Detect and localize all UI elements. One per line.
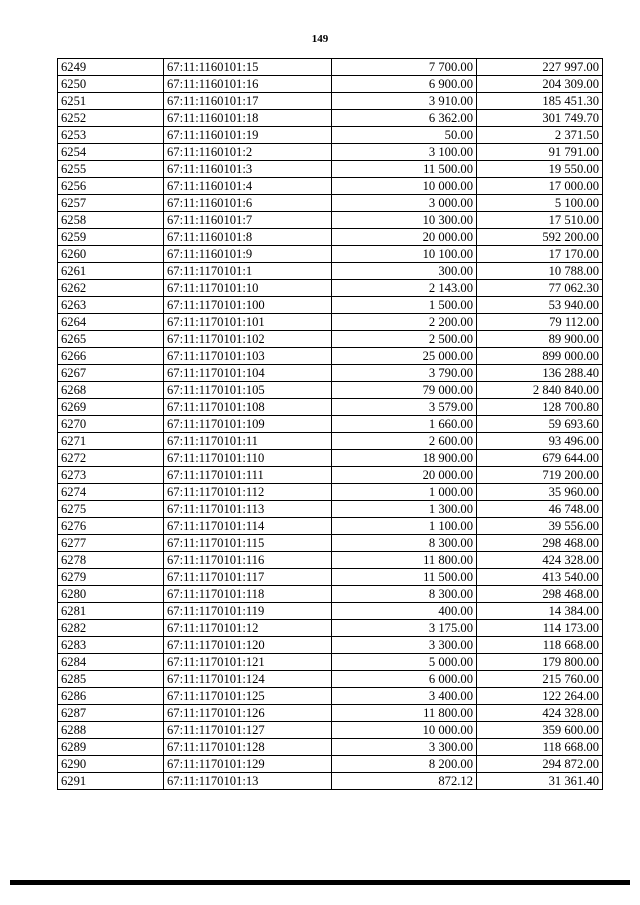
table-row [58, 569, 603, 586]
table-row [58, 552, 603, 569]
row-number-cell: 6264 [58, 314, 164, 331]
row-number-cell: 6280 [58, 586, 164, 603]
table-row [58, 501, 603, 518]
area-cell: 20 000.00 [332, 229, 477, 246]
area-cell: 2 143.00 [332, 280, 477, 297]
table-row [58, 348, 603, 365]
area-cell: 2 200.00 [332, 314, 477, 331]
cadastral-number-cell: 67:11:1170101:115 [164, 535, 332, 552]
value-cell: 424 328.00 [477, 552, 603, 569]
table-row [58, 297, 603, 314]
area-cell: 8 300.00 [332, 586, 477, 603]
cadastral-number-cell: 67:11:1170101:119 [164, 603, 332, 620]
table-row [58, 739, 603, 756]
table-row [58, 637, 603, 654]
table-row [58, 212, 603, 229]
area-cell: 25 000.00 [332, 348, 477, 365]
row-number-cell: 6269 [58, 399, 164, 416]
row-number-cell: 6282 [58, 620, 164, 637]
row-number-cell: 6252 [58, 110, 164, 127]
value-cell: 31 361.40 [477, 773, 603, 790]
row-number-cell: 6255 [58, 161, 164, 178]
cadastral-number-cell: 67:11:1170101:102 [164, 331, 332, 348]
cadastral-number-cell: 67:11:1170101:128 [164, 739, 332, 756]
area-cell: 2 500.00 [332, 331, 477, 348]
row-number-cell: 6274 [58, 484, 164, 501]
value-cell: 592 200.00 [477, 229, 603, 246]
row-number-cell: 6281 [58, 603, 164, 620]
table-row [58, 773, 603, 790]
area-cell: 872.12 [332, 773, 477, 790]
value-cell: 5 100.00 [477, 195, 603, 212]
cadastral-number-cell: 67:11:1160101:18 [164, 110, 332, 127]
value-cell: 17 000.00 [477, 178, 603, 195]
value-cell: 294 872.00 [477, 756, 603, 773]
value-cell: 122 264.00 [477, 688, 603, 705]
value-cell: 899 000.00 [477, 348, 603, 365]
cadastral-number-cell: 67:11:1160101:2 [164, 144, 332, 161]
area-cell: 6 900.00 [332, 76, 477, 93]
area-cell: 10 000.00 [332, 178, 477, 195]
cadastral-number-cell: 67:11:1170101:11 [164, 433, 332, 450]
area-cell: 3 300.00 [332, 637, 477, 654]
row-number-cell: 6284 [58, 654, 164, 671]
row-number-cell: 6263 [58, 297, 164, 314]
cadastral-number-cell: 67:11:1170101:118 [164, 586, 332, 603]
area-cell: 400.00 [332, 603, 477, 620]
area-cell: 3 910.00 [332, 93, 477, 110]
table-row [58, 161, 603, 178]
value-cell: 185 451.30 [477, 93, 603, 110]
table-row [58, 127, 603, 144]
table-row [58, 246, 603, 263]
area-cell: 1 100.00 [332, 518, 477, 535]
row-number-cell: 6275 [58, 501, 164, 518]
row-number-cell: 6256 [58, 178, 164, 195]
row-number-cell: 6250 [58, 76, 164, 93]
table-row [58, 331, 603, 348]
value-cell: 53 940.00 [477, 297, 603, 314]
row-number-cell: 6258 [58, 212, 164, 229]
table-row [58, 399, 603, 416]
table-row [58, 705, 603, 722]
value-cell: 719 200.00 [477, 467, 603, 484]
value-cell: 59 693.60 [477, 416, 603, 433]
table-row [58, 178, 603, 195]
area-cell: 300.00 [332, 263, 477, 280]
row-number-cell: 6276 [58, 518, 164, 535]
table-row [58, 59, 603, 76]
value-cell: 79 112.00 [477, 314, 603, 331]
table-row [58, 280, 603, 297]
row-number-cell: 6287 [58, 705, 164, 722]
row-number-cell: 6271 [58, 433, 164, 450]
table-row [58, 229, 603, 246]
area-cell: 1 500.00 [332, 297, 477, 314]
table-row [58, 671, 603, 688]
row-number-cell: 6260 [58, 246, 164, 263]
value-cell: 301 749.70 [477, 110, 603, 127]
area-cell: 1 000.00 [332, 484, 477, 501]
value-cell: 91 791.00 [477, 144, 603, 161]
value-cell: 10 788.00 [477, 263, 603, 280]
area-cell: 3 400.00 [332, 688, 477, 705]
area-cell: 1 660.00 [332, 416, 477, 433]
value-cell: 93 496.00 [477, 433, 603, 450]
value-cell: 298 468.00 [477, 535, 603, 552]
cadastral-number-cell: 67:11:1170101:125 [164, 688, 332, 705]
area-cell: 20 000.00 [332, 467, 477, 484]
cadastral-number-cell: 67:11:1170101:110 [164, 450, 332, 467]
area-cell: 8 200.00 [332, 756, 477, 773]
cadastral-number-cell: 67:11:1160101:7 [164, 212, 332, 229]
cadastral-number-cell: 67:11:1160101:16 [164, 76, 332, 93]
cadastral-number-cell: 67:11:1170101:124 [164, 671, 332, 688]
cadastral-number-cell: 67:11:1170101:12 [164, 620, 332, 637]
cadastral-number-cell: 67:11:1170101:116 [164, 552, 332, 569]
value-cell: 17 510.00 [477, 212, 603, 229]
value-cell: 179 800.00 [477, 654, 603, 671]
table-row [58, 365, 603, 382]
value-cell: 114 173.00 [477, 620, 603, 637]
table-row [58, 144, 603, 161]
table-row [58, 654, 603, 671]
row-number-cell: 6262 [58, 280, 164, 297]
value-cell: 2 840 840.00 [477, 382, 603, 399]
cadastral-number-cell: 67:11:1170101:120 [164, 637, 332, 654]
table-row [58, 76, 603, 93]
table-row [58, 722, 603, 739]
area-cell: 6 000.00 [332, 671, 477, 688]
table-row [58, 450, 603, 467]
value-cell: 298 468.00 [477, 586, 603, 603]
cadastral-number-cell: 67:11:1170101:112 [164, 484, 332, 501]
value-cell: 679 644.00 [477, 450, 603, 467]
area-cell: 3 175.00 [332, 620, 477, 637]
row-number-cell: 6285 [58, 671, 164, 688]
row-number-cell: 6265 [58, 331, 164, 348]
table-row [58, 382, 603, 399]
area-cell: 6 362.00 [332, 110, 477, 127]
area-cell: 18 900.00 [332, 450, 477, 467]
table-row [58, 620, 603, 637]
cadastral-number-cell: 67:11:1170101:129 [164, 756, 332, 773]
table-row [58, 93, 603, 110]
cadastral-number-cell: 67:11:1170101:13 [164, 773, 332, 790]
row-number-cell: 6273 [58, 467, 164, 484]
table-row [58, 195, 603, 212]
value-cell: 14 384.00 [477, 603, 603, 620]
value-cell: 19 550.00 [477, 161, 603, 178]
page-number: 149 [311, 33, 329, 45]
cadastral-number-cell: 67:11:1170101:113 [164, 501, 332, 518]
cadastral-number-cell: 67:11:1170101:103 [164, 348, 332, 365]
area-cell: 3 000.00 [332, 195, 477, 212]
table-row [58, 586, 603, 603]
row-number-cell: 6283 [58, 637, 164, 654]
area-cell: 10 000.00 [332, 722, 477, 739]
area-cell: 7 700.00 [332, 59, 477, 76]
row-number-cell: 6267 [58, 365, 164, 382]
row-number-cell: 6288 [58, 722, 164, 739]
value-cell: 46 748.00 [477, 501, 603, 518]
area-cell: 50.00 [332, 127, 477, 144]
cadastral-number-cell: 67:11:1170101:105 [164, 382, 332, 399]
value-cell: 118 668.00 [477, 739, 603, 756]
cadastral-number-cell: 67:11:1170101:126 [164, 705, 332, 722]
row-number-cell: 6278 [58, 552, 164, 569]
table-row [58, 484, 603, 501]
row-number-cell: 6291 [58, 773, 164, 790]
cadastral-number-cell: 67:11:1170101:121 [164, 654, 332, 671]
table-row [58, 110, 603, 127]
area-cell: 11 800.00 [332, 552, 477, 569]
row-number-cell: 6290 [58, 756, 164, 773]
area-cell: 1 300.00 [332, 501, 477, 518]
table-row [58, 433, 603, 450]
table-row [58, 535, 603, 552]
value-cell: 227 997.00 [477, 59, 603, 76]
cadastral-number-cell: 67:11:1170101:101 [164, 314, 332, 331]
value-cell: 35 960.00 [477, 484, 603, 501]
cadastral-number-cell: 67:11:1170101:111 [164, 467, 332, 484]
cadastral-number-cell: 67:11:1160101:3 [164, 161, 332, 178]
area-cell: 5 000.00 [332, 654, 477, 671]
area-cell: 3 100.00 [332, 144, 477, 161]
value-cell: 17 170.00 [477, 246, 603, 263]
value-cell: 39 556.00 [477, 518, 603, 535]
row-number-cell: 6268 [58, 382, 164, 399]
row-number-cell: 6254 [58, 144, 164, 161]
row-number-cell: 6279 [58, 569, 164, 586]
cadastral-number-cell: 67:11:1170101:108 [164, 399, 332, 416]
area-cell: 3 579.00 [332, 399, 477, 416]
cadastral-number-cell: 67:11:1170101:10 [164, 280, 332, 297]
table-row [58, 467, 603, 484]
cadastral-number-cell: 67:11:1170101:127 [164, 722, 332, 739]
row-number-cell: 6270 [58, 416, 164, 433]
value-cell: 77 062.30 [477, 280, 603, 297]
area-cell: 10 300.00 [332, 212, 477, 229]
cadastral-number-cell: 67:11:1170101:109 [164, 416, 332, 433]
cadastral-number-cell: 67:11:1160101:4 [164, 178, 332, 195]
row-number-cell: 6253 [58, 127, 164, 144]
cadastral-table [57, 58, 603, 790]
table-row [58, 314, 603, 331]
value-cell: 136 288.40 [477, 365, 603, 382]
value-cell: 89 900.00 [477, 331, 603, 348]
row-number-cell: 6272 [58, 450, 164, 467]
cadastral-number-cell: 67:11:1170101:100 [164, 297, 332, 314]
table-row [58, 263, 603, 280]
value-cell: 204 309.00 [477, 76, 603, 93]
cadastral-number-cell: 67:11:1170101:104 [164, 365, 332, 382]
cadastral-number-cell: 67:11:1170101:114 [164, 518, 332, 535]
cadastral-number-cell: 67:11:1160101:6 [164, 195, 332, 212]
area-cell: 2 600.00 [332, 433, 477, 450]
area-cell: 11 500.00 [332, 569, 477, 586]
row-number-cell: 6257 [58, 195, 164, 212]
table-row [58, 603, 603, 620]
cadastral-number-cell: 67:11:1160101:17 [164, 93, 332, 110]
cadastral-number-cell: 67:11:1160101:8 [164, 229, 332, 246]
bottom-rule [10, 880, 630, 885]
cadastral-number-cell: 67:11:1170101:117 [164, 569, 332, 586]
row-number-cell: 6286 [58, 688, 164, 705]
row-number-cell: 6251 [58, 93, 164, 110]
cadastral-number-cell: 67:11:1170101:1 [164, 263, 332, 280]
area-cell: 3 300.00 [332, 739, 477, 756]
cadastral-number-cell: 67:11:1160101:9 [164, 246, 332, 263]
area-cell: 8 300.00 [332, 535, 477, 552]
area-cell: 11 800.00 [332, 705, 477, 722]
value-cell: 2 371.50 [477, 127, 603, 144]
table-body [58, 59, 603, 790]
cadastral-number-cell: 67:11:1160101:19 [164, 127, 332, 144]
table-row [58, 756, 603, 773]
value-cell: 359 600.00 [477, 722, 603, 739]
area-cell: 10 100.00 [332, 246, 477, 263]
area-cell: 3 790.00 [332, 365, 477, 382]
value-cell: 424 328.00 [477, 705, 603, 722]
table-row [58, 518, 603, 535]
row-number-cell: 6259 [58, 229, 164, 246]
table-row [58, 416, 603, 433]
row-number-cell: 6277 [58, 535, 164, 552]
area-cell: 11 500.00 [332, 161, 477, 178]
row-number-cell: 6289 [58, 739, 164, 756]
area-cell: 79 000.00 [332, 382, 477, 399]
table-row [58, 688, 603, 705]
row-number-cell: 6266 [58, 348, 164, 365]
cadastral-number-cell: 67:11:1160101:15 [164, 59, 332, 76]
value-cell: 413 540.00 [477, 569, 603, 586]
row-number-cell: 6249 [58, 59, 164, 76]
row-number-cell: 6261 [58, 263, 164, 280]
value-cell: 118 668.00 [477, 637, 603, 654]
value-cell: 215 760.00 [477, 671, 603, 688]
value-cell: 128 700.80 [477, 399, 603, 416]
